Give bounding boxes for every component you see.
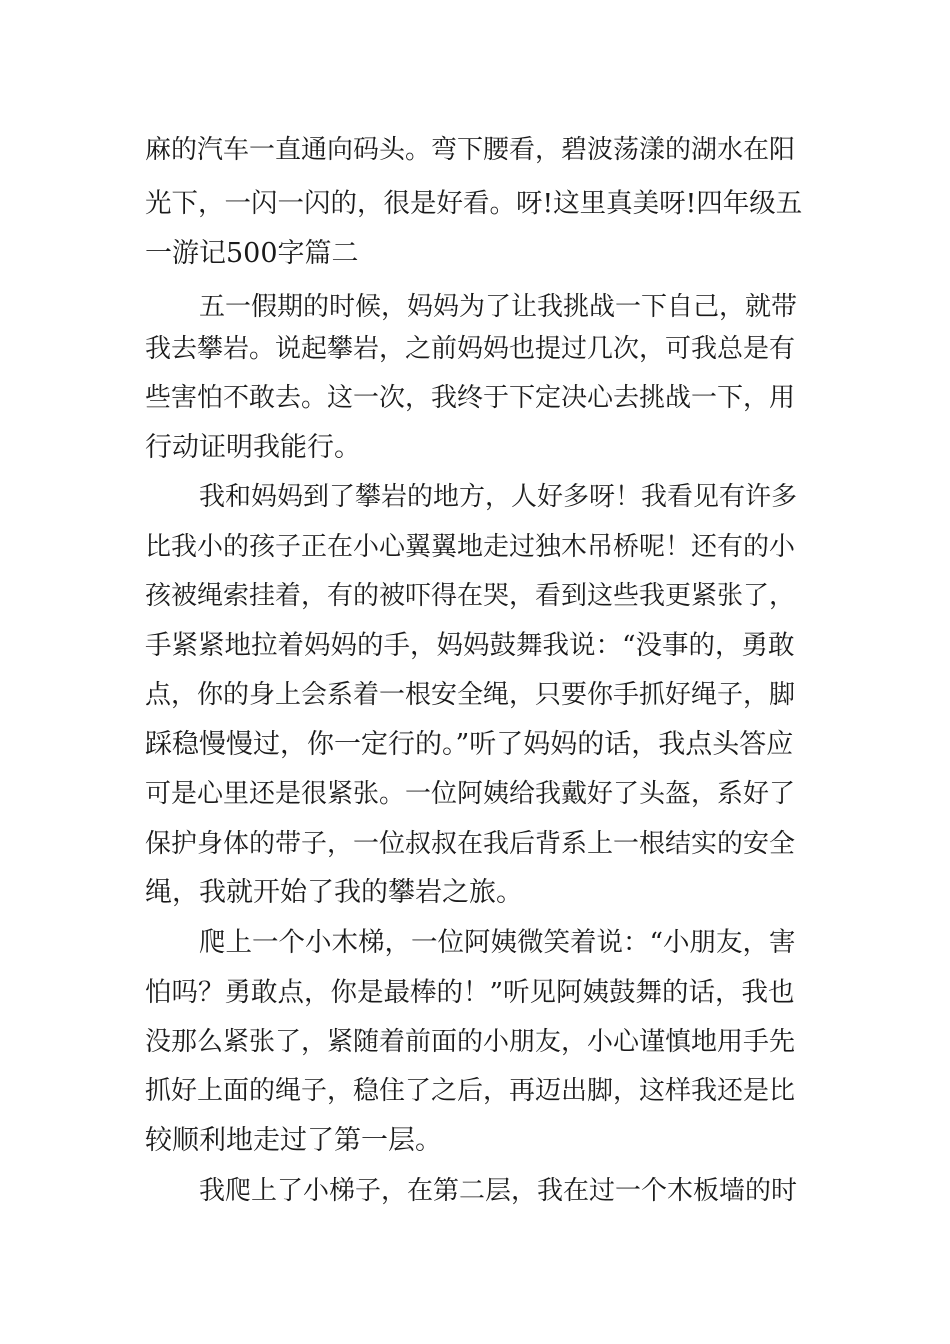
- text-line: 点，你的身上会系着一根安全绳，只要你手抓好绳子，脚: [145, 680, 796, 710]
- text-line: 麻的汽车一直通向码头。弯下腰看，碧波荡漾的湖水在阳: [145, 135, 796, 165]
- text-line: 比我小的孩子正在小心翼翼地走过独木吊桥呢！还有的小: [145, 532, 796, 562]
- text-line: 孩被绳索挂着，有的被吓得在哭，看到这些我更紧张了，: [145, 581, 796, 611]
- text-line: 保护身体的带子，一位叔叔在我后背系上一根结实的安全: [145, 829, 796, 859]
- text-line: 手紧紧地拉着妈妈的手，妈妈鼓舞我说：“没事的，勇敢: [145, 630, 795, 661]
- text-line: 踩稳慢慢过，你一定行的。”听了妈妈的话，我点头答应: [145, 729, 794, 760]
- paragraph-start-line: 爬上一个小木梯，一位阿姨微笑着说：“小朋友，害: [199, 927, 796, 958]
- text-line: 些害怕不敢去。这一次，我终于下定决心去挑战一下，用: [145, 383, 796, 413]
- paragraph-start-line: 我爬上了小梯子，在第二层，我在过一个木板墙的时: [199, 1176, 798, 1206]
- text-line: 一游记500字篇二: [145, 238, 359, 269]
- text-line: 行动证明我能行。: [145, 432, 361, 463]
- text-line: 没那么紧张了，紧随着前面的小朋友，小心谨慎地用手先: [145, 1027, 796, 1057]
- text-line: 我去攀岩。说起攀岩，之前妈妈也提过几次，可我总是有: [145, 334, 796, 364]
- text-line: 较顺利地走过了第一层。: [145, 1125, 442, 1156]
- text-line: 怕吗？勇敢点，你是最棒的！”听见阿姨鼓舞的话，我也: [145, 977, 795, 1008]
- text-line: 可是心里还是很紧张。一位阿姨给我戴好了头盔，系好了: [145, 779, 796, 809]
- paragraph-start-line: 我和妈妈到了攀岩的地方，人好多呀！我看见有许多: [199, 482, 798, 512]
- text-line: 光下，一闪一闪的，很是好看。呀!这里真美呀!四年级五: [145, 188, 803, 219]
- paragraph-start-line: 五一假期的时候，妈妈为了让我挑战一下自己，就带: [199, 292, 798, 322]
- text-line: 抓好上面的绳子，稳住了之后，再迈出脚，这样我还是比: [145, 1076, 796, 1106]
- text-line: 绳，我就开始了我的攀岩之旅。: [145, 877, 523, 908]
